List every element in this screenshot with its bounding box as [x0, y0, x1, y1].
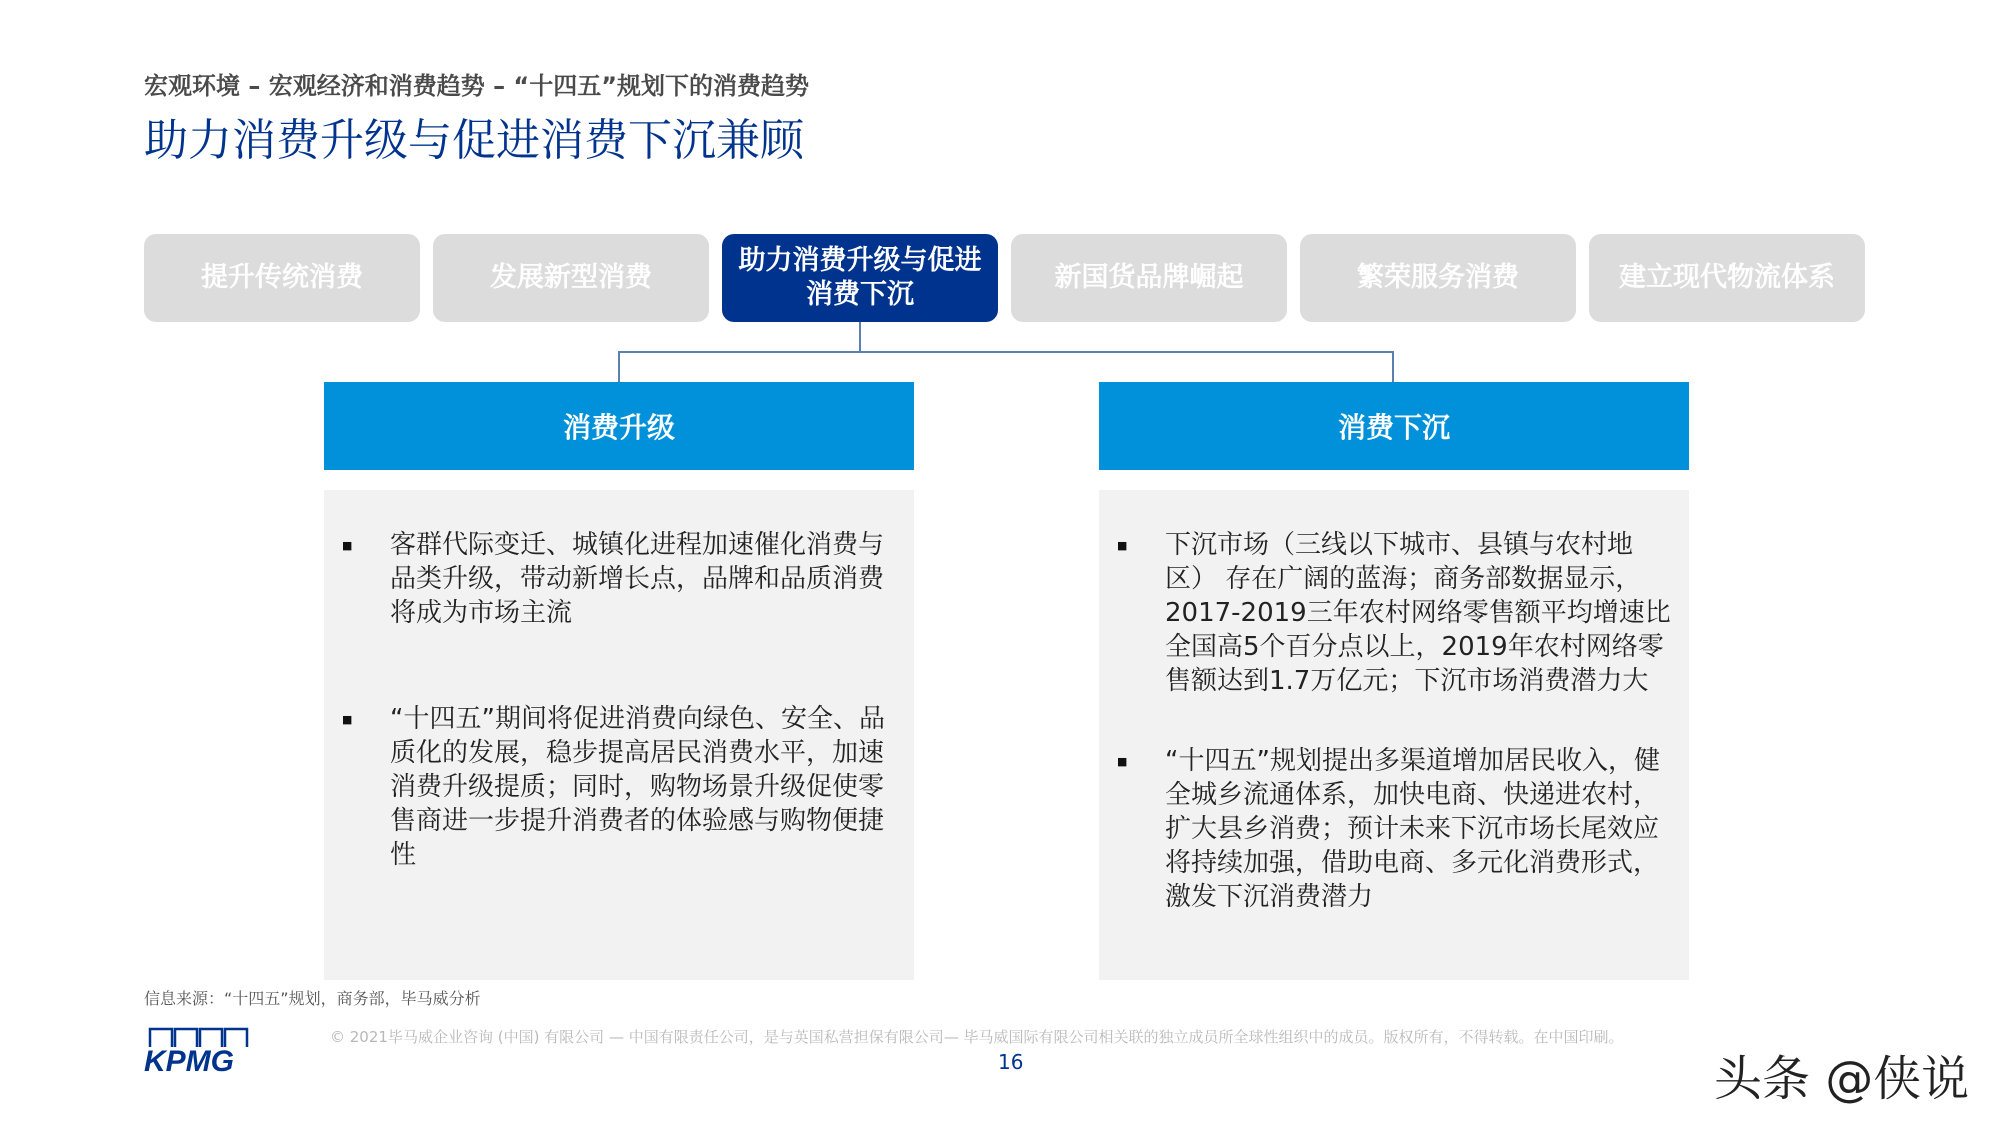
copyright-text: © 2021毕马威企业咨询 (中国) 有限公司 — 中国有限责任公司，是与英国私营担保有限公司— 毕马威国际有限公司相关联的独立成员所全球性组织中的成员。版权所有，不得转载。在中国印刷。 — [330, 1028, 1624, 1046]
bullet-text: 客群代际变迁、城镇化进程加速催化消费与品类升级，带动新增长点，品牌和品质消费将成为市场主流 — [390, 530, 885, 628]
connector-horizontal — [618, 351, 1394, 353]
page-title: 助力消费升级与促进消费下沉兼顾 — [144, 115, 804, 166]
square-bullet-icon — [1117, 756, 1129, 768]
bullet-text: 下沉市场（三线以下城市、县镇与农村地区） 存在广阔的蓝海；商务部数据显示，2017-2019三年农村网络零售额平均增速比全国高5个百分点以上，2019年农村网络零售额达到1.7万亿元；下沉市场消费潜力大 — [1165, 530, 1671, 696]
tab-modern-logistics[interactable]: 建立现代物流体系 — [1589, 234, 1865, 322]
bullet-text: “十四五”期间将促进消费向绿色、安全、品质化的发展，稳步提高居民消费水平，加速消费升级提质；同时，购物场景升级促使零售商进一步提升消费者的体验感与购物便捷性 — [390, 704, 885, 870]
column-heading-sinking: 消费下沉 — [1099, 382, 1689, 470]
connector-vertical-main — [859, 322, 861, 351]
tab-upgrade-and-sinking[interactable]: 助力消费升级与促进消费下沉 — [722, 234, 998, 322]
breadcrumb: 宏观环境 – 宏观经济和消费趋势 – “十四五”规划下的消费趋势 — [144, 72, 809, 100]
tab-new-consumption[interactable]: 发展新型消费 — [433, 234, 709, 322]
list-item — [342, 702, 898, 872]
square-bullet-icon — [342, 714, 354, 726]
list-item — [342, 528, 898, 630]
tab-domestic-brands[interactable]: 新国货品牌崛起 — [1011, 234, 1287, 322]
page-number: 16 — [998, 1050, 1024, 1074]
bullet-text: “十四五”规划提出多渠道增加居民收入，健全城乡流通体系，加快电商、快递进农村，扩大县乡消费；预计未来下沉市场长尾效应将持续加强，借助电商、多元化消费形式，激发下沉消费潜力 — [1165, 746, 1660, 912]
connector-left-drop — [618, 351, 620, 382]
watermark-text: 头条 @侠说 — [1714, 1051, 1970, 1107]
kpmg-logo — [144, 1027, 252, 1075]
column-heading-upgrade: 消费升级 — [324, 382, 914, 470]
logo-text: KPMG — [144, 1045, 234, 1075]
column-panel-sinking — [1099, 490, 1689, 980]
column-panel-upgrade — [324, 490, 914, 980]
list-item — [1117, 744, 1673, 914]
tab-traditional-consumption[interactable]: 提升传统消费 — [144, 234, 420, 322]
square-bullet-icon — [1117, 540, 1129, 552]
connector-right-drop — [1392, 351, 1394, 382]
list-item — [1117, 528, 1673, 698]
source-note: 信息来源：“十四五”规划，商务部，毕马威分析 — [144, 989, 481, 1008]
square-bullet-icon — [342, 540, 354, 552]
tab-service-consumption[interactable]: 繁荣服务消费 — [1300, 234, 1576, 322]
